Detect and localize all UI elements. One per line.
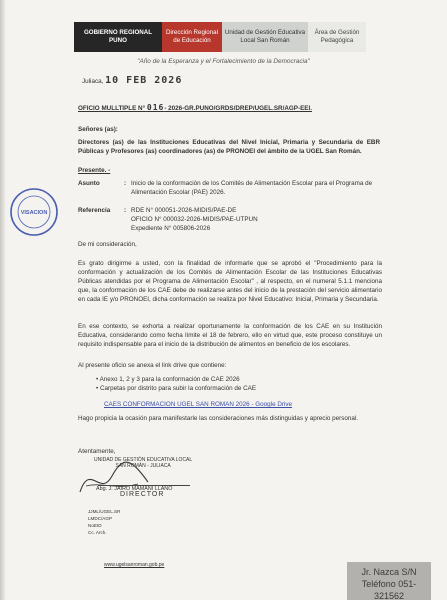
referencia-item: OFICIO N° 000032-2026-MIDIS/PAE-UTPUN [131,216,258,223]
greeting: De mi consideración, [78,241,137,248]
oficio-number [78,103,312,113]
list-item: LMDC/AGP [88,516,112,521]
atentamente: Atentamente, [78,448,116,455]
visacion-stamp-icon [8,186,60,238]
header-gobierno: GOBIERNO REGIONAL PUNO [74,22,162,52]
closing: Hago propicia la ocasión para manifestarle las consideraciones más distinguidas y aprecio personal. [78,415,359,422]
stamp-label: VISACION [20,210,48,216]
website-link[interactable]: www.ugelsanroman.gob.pe [104,562,165,568]
date-line [82,76,182,86]
header-area: Área de Gestión Pedagógica [308,22,366,52]
list-item: Cc. Arch. [88,530,107,535]
year-motto: "Año de la Esperanza y el Fortalecimiento de la Democracia" [137,58,310,65]
header-direccion: Dirección Regional de Educación [162,22,222,52]
asunto-label: Asunto [78,180,100,187]
annex-intro: Al presente oficio se anexa el link drive que contiene: [78,362,227,369]
oficio-prefix: OFICIO MULLTIPLE N° [78,105,147,112]
date-stamp: 10 FEB 2026 [105,75,183,86]
senores-label: Señores (as): [78,126,118,133]
paragraph-1: Es grato dirigirme a usted, con la finalidad de informarle que se aprobó el "Procedimiento para la conformación y actualización de los Comités de Alimentación Escolar de las Instituciones Educativas Públicas atendidas por el Programa de Alimentación Escolar" , al respecto, en el numeral 5.1.1 menciona que, la conformación de los CAE debe de realizarse antes del inicio de la prestación del servicio alimentario en cada IE y/o PRONOEI, dicha conformación se realiza por Nivel Educativo: Inicial, Primaria y Secundaria. [78,260,382,303]
referencia-colon: : [124,207,127,214]
signature-stamp [94,457,192,469]
annex-bullet-list [96,375,256,393]
signature-entity: UNIDAD DE GESTIÓN EDUCATIVA LOCAL [94,457,193,463]
presente-label: Presente. - [78,167,111,174]
institutional-header [74,22,366,52]
signature-location: SAN ROMÁN - JULIACA [115,463,171,469]
referencia-label: Referencia [78,207,111,214]
list-item: • Carpetas por distrito para subir la conformación de CAE [96,385,257,392]
recipients: Directores (as) de las Instituciones Educativas del Nivel Inicial, Primaria y Secundaria de EBR Públicas y Profesores (as) coordinadores (as) de PRONOEI del ámbito de la UGEL San Román. [78,139,380,155]
signature-role: DIRECTOR [120,491,165,498]
header-unidad: Unidad de Gestión Educativa Local San Román [222,22,308,52]
referencia-list [131,206,258,233]
date-city: Juliaca, [82,78,104,85]
list-item: • Anexo 1, 2 y 3 para la conformación de CAE 2026 [96,376,240,383]
referencia-item: Expediente N° 005806-2026 [131,225,211,232]
paragraph-2: En ese contexto, se exhorta a realizar oportunamente la conformación de los CAE en su Institución Educativa, considerando como fecha límite el 18 de febrero, ello en virtud que, este proceso constituye un requisito indispensable para el inicio de la distribución de alimentos en beneficio de los escolares. [78,323,382,348]
footer-address: Jr. Nazca S/N [361,567,417,577]
page-shadow [0,0,6,600]
list-item: NoEID [88,523,102,528]
oficio-handwritten-number: 016 [146,103,165,112]
signature-name: Abg. J. JAIRO MAMANI LLANO [96,486,173,492]
footer-phone: Teléfono 051-321562 [361,579,417,600]
cc-list [88,508,120,536]
oficio-suffix: - 2026-GR.PUNO/GRDS/DREP/UGEL.SR/AGP-EEI. [164,105,312,112]
drive-link[interactable]: CAES CONFORMACION UGEL SAN ROMAN 2026 - Google Drive [104,401,293,408]
asunto-colon: : [124,180,127,187]
referencia-item: RDE N° 000051-2026-MIDIS/PAE-DE [131,207,237,214]
list-item: JJML/UGEL.SR [88,509,121,514]
asunto-text: Inicio de la conformación de los Comités de Alimentación Escolar para el Programa de Alimentación Escolar (PAE) 2026. [131,180,373,196]
footer-contact-box [347,562,431,600]
